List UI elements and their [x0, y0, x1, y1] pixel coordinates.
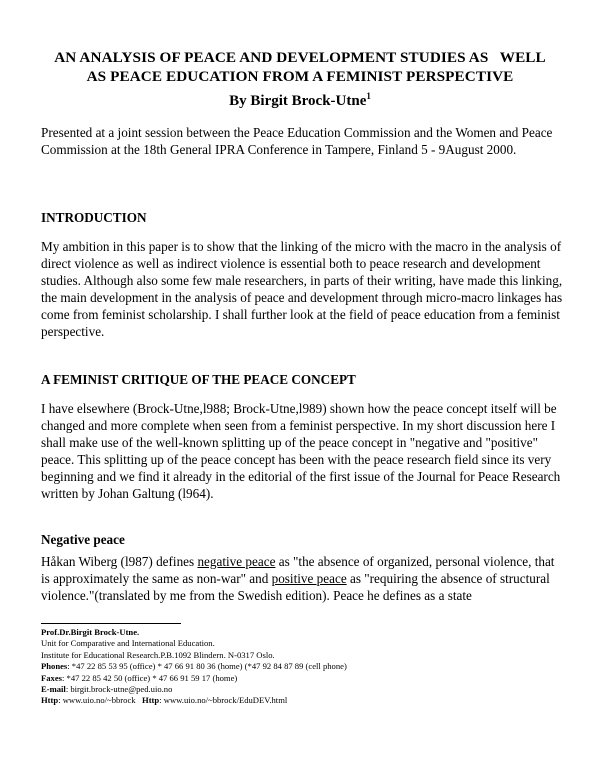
- author-footnote-mark: 1: [366, 91, 371, 101]
- email-value: : birgit.brock-utne@ped.uio.no: [65, 684, 173, 695]
- http-label-1: Http: [41, 695, 59, 706]
- critique-paragraph: I have elsewhere (Brock-Utne,l988; Brock-Utne,l989) shown how the peace concept itself will be changed and more complete when seen from a feminist perspective. In my short discussion here I shall make use of the well-known splitting up of the peace concept in "negative and "positive" peace. This splitting up of the peace concept has been with the peace research field since its very beginning and we find it already in the editorial of the first issue of the Journal for Peace Research written by Johan Galtung (l964).: [41, 401, 561, 501]
- presentation-note: Presented at a joint session between the Peace Education Commission and the Women and Peace Commission at the 18th General IPRA Conference in Tampere, Finland 5 - 9August 2000.: [41, 125, 553, 157]
- np-text-2: as "the absence of organized, personal violence, that is approximately the same as non-war" and: [41, 554, 555, 586]
- faxes-value: : *47 22 85 42 50 (office) * 47 66 91 59 17 (home): [62, 672, 238, 683]
- introduction-heading: INTRODUCTION: [41, 210, 147, 225]
- np-text-3: as "requiring the absence of structural violence."(translated by me from the Swedish edition). Peace he defines as a state: [41, 571, 550, 603]
- title-line-2: AS PEACE EDUCATION FROM A FEMINIST PERSPECTIVE: [86, 68, 514, 85]
- footnote-phones: [41, 661, 541, 672]
- footnote-unit: Unit for Comparative and International Education.: [41, 638, 215, 649]
- footnote-divider: [41, 623, 181, 624]
- negative-peace-term: negative peace: [197, 554, 276, 569]
- phones-value: : *47 22 85 53 95 (office) * 47 66 91 80 36 (home) (*47 92 84 87 89 (cell phone): [67, 661, 347, 672]
- critique-heading: A FEMINIST CRITIQUE OF THE PEACE CONCEPT: [41, 372, 356, 387]
- author-name: By Birgit Brock-Utne: [229, 93, 367, 109]
- negative-peace-paragraph: [41, 553, 565, 604]
- footnote: [41, 627, 541, 707]
- negative-peace-heading: Negative peace: [41, 532, 125, 547]
- author-line: [40, 93, 560, 110]
- footnote-http: [41, 695, 541, 706]
- faxes-label: Faxes: [41, 672, 63, 683]
- http-link-2[interactable]: : www.uio.no/~bbrock/EduDEV.html: [159, 695, 288, 706]
- footnote-institute: Institute for Educational Research.P.B.1092 Blindern. N-0317 Oslo.: [41, 649, 275, 660]
- paper-title: [40, 48, 560, 86]
- http-label-2: Http: [142, 695, 160, 706]
- footnote-email: [41, 684, 541, 695]
- phones-label: Phones: [41, 661, 68, 672]
- np-text-1: Håkan Wiberg (l987) defines: [41, 554, 198, 569]
- title-line-1: AN ANALYSIS OF PEACE AND DEVELOPMENT STUDIES AS WELL: [54, 49, 546, 66]
- positive-peace-term: positive peace: [271, 571, 347, 586]
- footnote-name: Prof.Dr.Birgit Brock-Utne.: [41, 627, 140, 637]
- introduction-paragraph: My ambition in this paper is to show that the linking of the micro with the macro in the analysis of direct violence as well as indirect violence is essential both to peace research and development studies. Although also some few male researchers, in parts of their writing, have made this linking, the main development in the analysis of peace and development through micro-macro linkages has come from feminist scholarship. I shall further look at the field of peace education from a feminist perspective.: [41, 239, 563, 339]
- footnote-faxes: [41, 673, 541, 684]
- http-link-1[interactable]: : www.uio.no/~bbrock: [58, 695, 136, 706]
- email-label: E-mail: [41, 684, 66, 695]
